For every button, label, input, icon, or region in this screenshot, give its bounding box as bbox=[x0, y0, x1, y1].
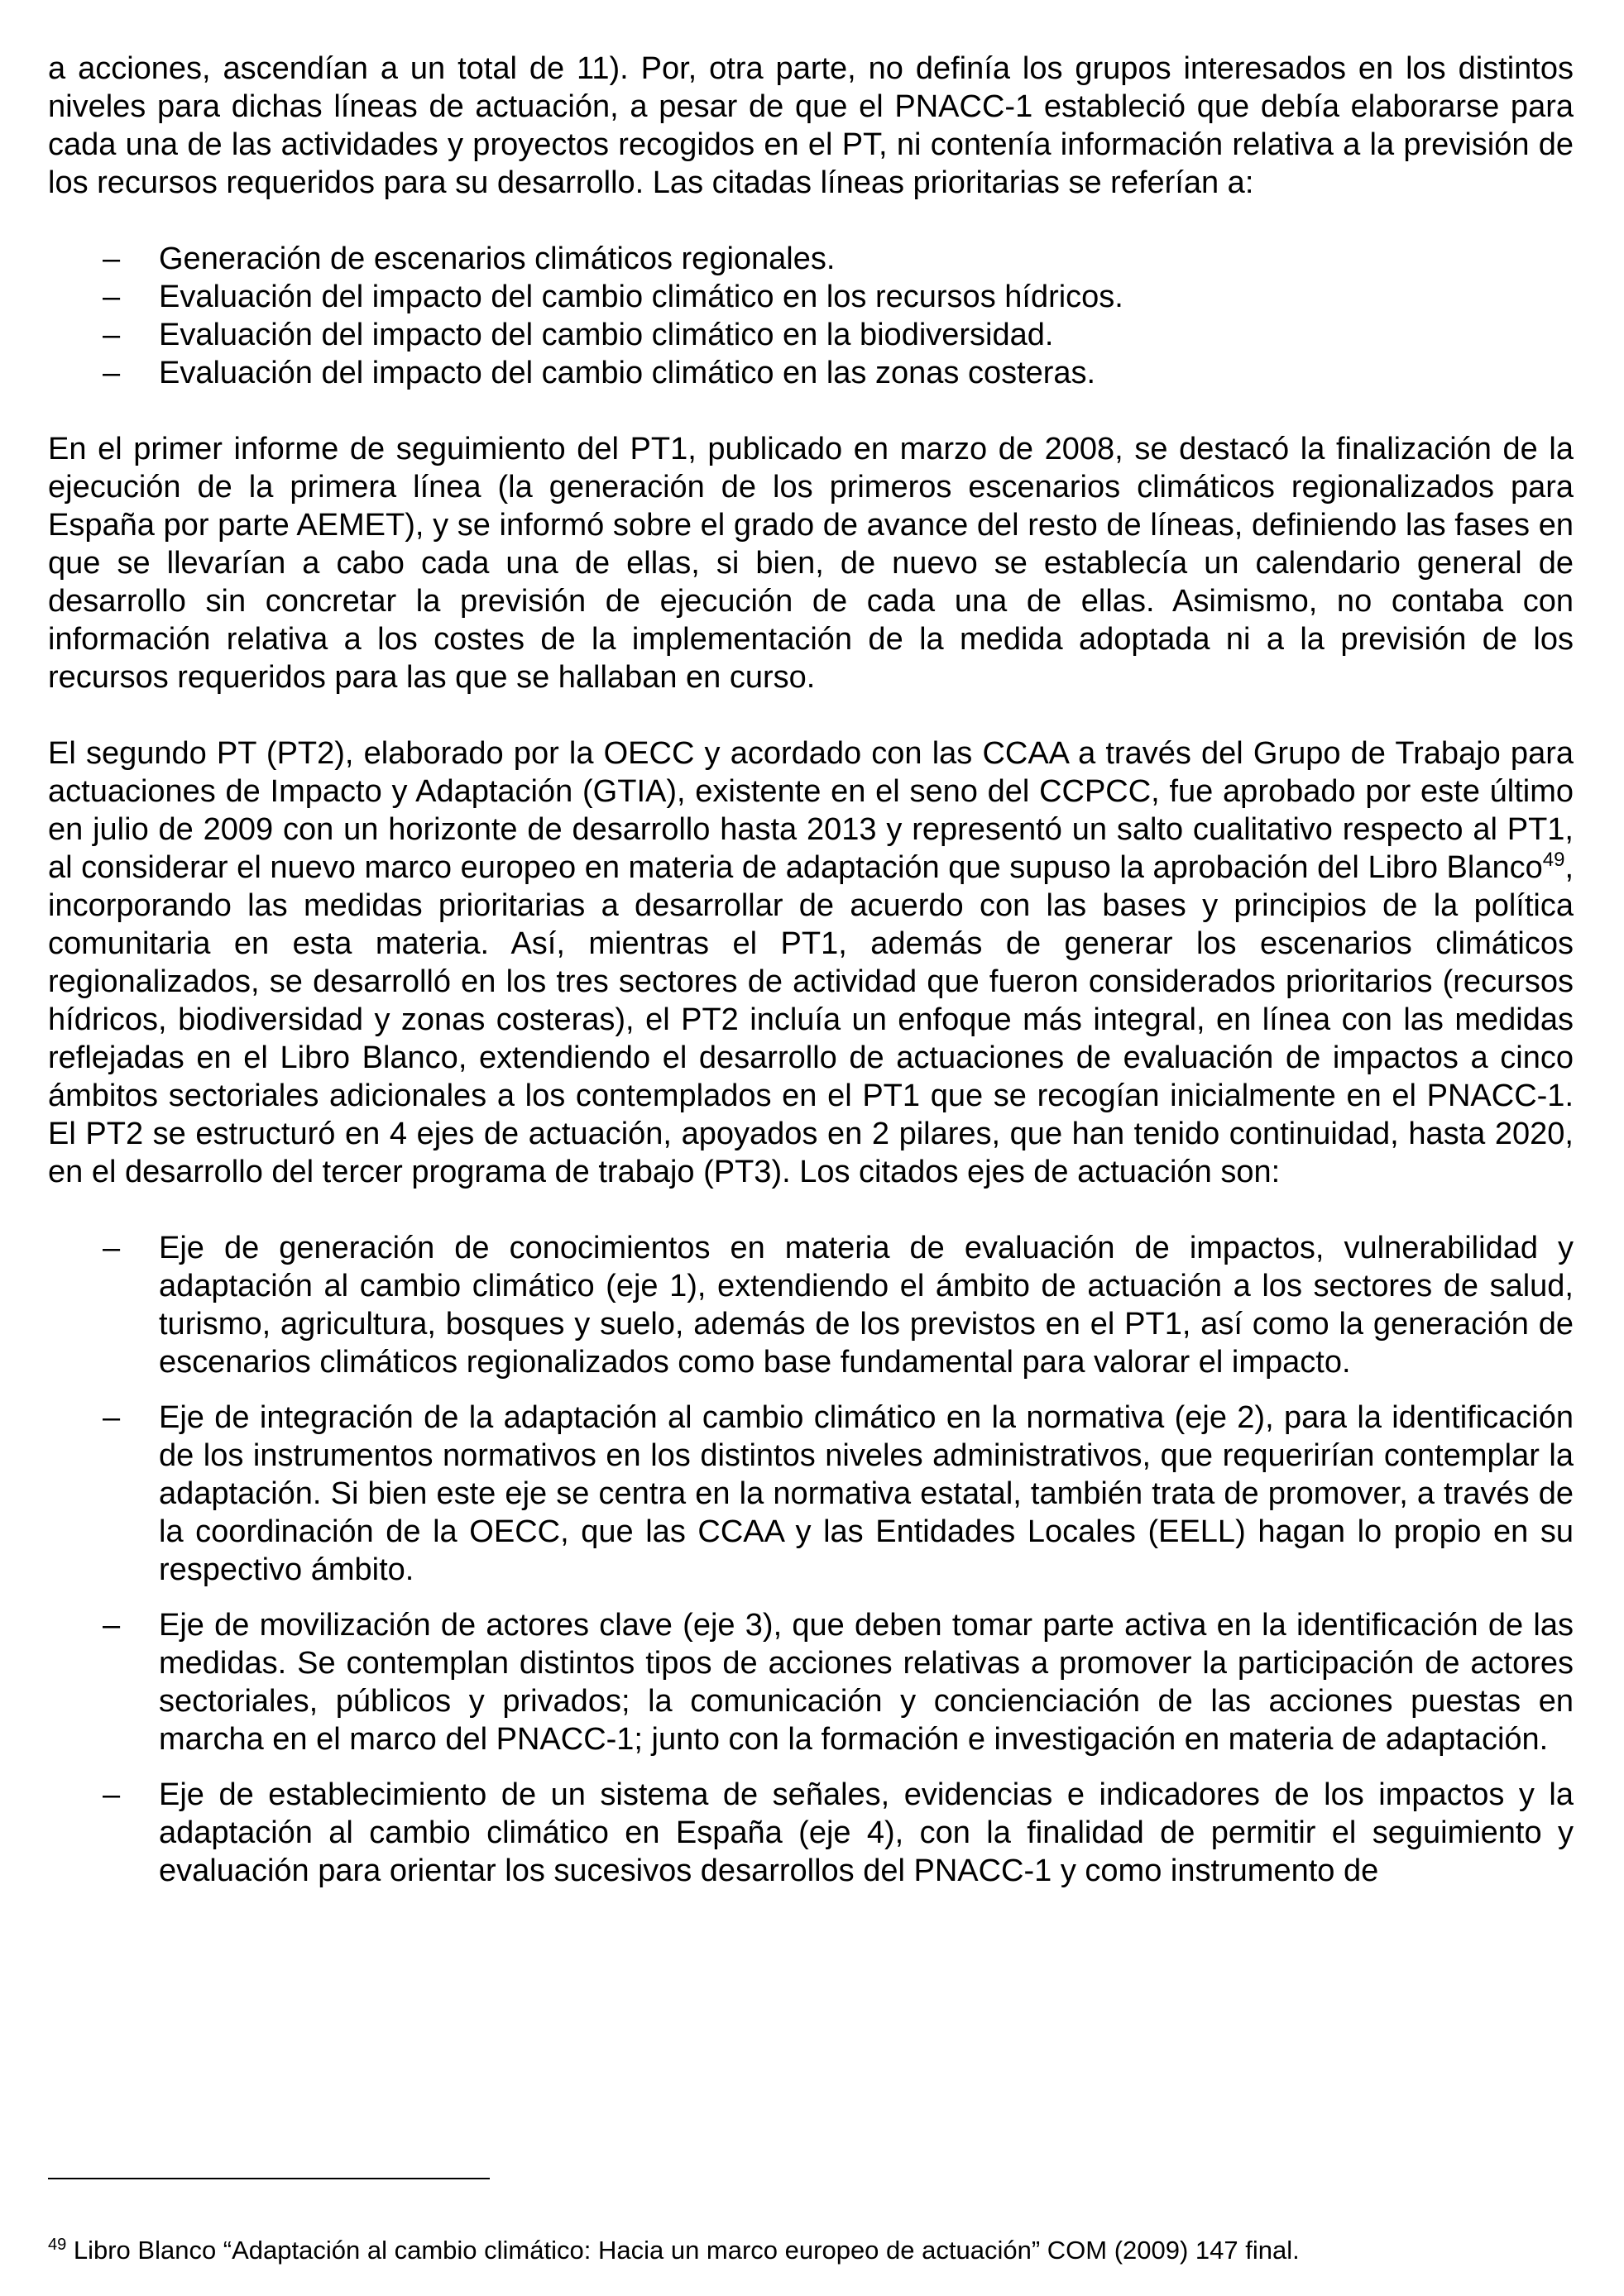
footnote-text: Libro Blanco “Adaptación al cambio climático: Hacia un marco europeo de actuación” COM (2009) 147 final. bbox=[66, 2236, 1300, 2265]
list-item bbox=[48, 240, 1574, 278]
list-item bbox=[48, 1229, 1574, 1381]
footnote-separator bbox=[48, 2178, 490, 2179]
list-item bbox=[48, 316, 1574, 354]
dash-bullet-icon: – bbox=[103, 318, 121, 352]
paragraph-priority-lines-intro: a acciones, ascendían a un total de 11). Por, otra parte, no definía los grupos interesados en los distintos niveles para dichas líneas de actuación, a pesar de que el PNACC-1 estableció que debía elaborarse para cada una de las actividades y proyectos recogidos en el PT, ni contenía información relativa a la previsión de los recursos requeridos para su desarrollo. Las citadas líneas prioritarias se referían a: bbox=[48, 51, 1574, 200]
list-item-text: Eje de establecimiento de un sistema de señales, evidencias e indicadores de los impactos y la adaptación al cambio climático en España (eje 4), con la finalidad de permitir el seguimiento y evaluación para orientar los sucesivos desarrollos del PNACC-1 y como instrumento de bbox=[159, 1777, 1574, 1888]
dash-bullet-icon: – bbox=[103, 242, 121, 276]
footnote-number: 49 bbox=[48, 2236, 67, 2254]
list-item bbox=[48, 278, 1574, 316]
list-item-text: Eje de integración de la adaptación al cambio climático en la normativa (eje 2), para la identificación de los instrumentos normativos en los distintos niveles administrativos, que requerirían contemplar la adaptación. Si bien este eje se centra en la normativa estatal, también trata de promover, a través de la coordinación de la OECC, que las CCAA y las Entidades Locales (EELL) hagan lo propio en su respectivo ámbito. bbox=[159, 1400, 1574, 1587]
priority-lines-list bbox=[48, 240, 1574, 392]
paragraph-first-report: En el primer informe de seguimiento del PT1, publicado en marzo de 2008, se destacó la finalización de la ejecución de la primera línea (la generación de los primeros escenarios climáticos regionalizados para España por parte AEMET), y se informó sobre el grado de avance del resto de líneas, definiendo las fases en que se llevarían a cabo cada una de ellas, si bien, de nuevo se establecía un calendario general de desarrollo sin concretar la previsión de ejecución de cada una de ellas. Asimismo, no contaba con información relativa a los costes de la implementación de la medida adoptada ni a la previsión de los recursos requeridos para las que se hallaban en curso. bbox=[48, 432, 1574, 695]
list-item-text: Evaluación del impacto del cambio climático en los recursos hídricos. bbox=[159, 280, 1123, 314]
paragraph-text: El segundo PT (PT2), elaborado por la OECC y acordado con las CCAA a través del Grupo de Trabajo para actuaciones de Impacto y Adaptación (GTIA), existente en el seno del CCPCC, fue aprobado por este último en julio de 2009 con un horizonte de desarrollo hasta 2013 y representó un salto cualitativo respecto al PT1, al considerar el nuevo marco europeo en materia de adaptación que supuso la aprobación del Libro Blanco bbox=[48, 736, 1574, 885]
list-item-text: Evaluación del impacto del cambio climático en las zonas costeras. bbox=[159, 356, 1096, 390]
page-body bbox=[48, 50, 1574, 1890]
dash-bullet-icon: – bbox=[103, 356, 121, 390]
dash-bullet-icon: – bbox=[103, 1231, 121, 1265]
dash-bullet-icon: – bbox=[103, 1608, 121, 1643]
dash-bullet-icon: – bbox=[103, 1400, 121, 1435]
list-item bbox=[48, 1399, 1574, 1589]
list-item bbox=[48, 1606, 1574, 1758]
footnote-reference-49[interactable]: 49 bbox=[1542, 849, 1565, 871]
dash-bullet-icon: – bbox=[103, 1777, 121, 1812]
action-axes-list bbox=[48, 1229, 1574, 1890]
list-item-text: Eje de generación de conocimientos en materia de evaluación de impactos, vulnerabilidad y adaptación al cambio climático (eje 1), extendiendo el ámbito de actuación a los sectores de salud, turismo, agricultura, bosques y suelo, además de los previstos en el PT1, así como la generación de escenarios climáticos regionalizados como base fundamental para valorar el impacto. bbox=[159, 1231, 1574, 1380]
dash-bullet-icon: – bbox=[103, 280, 121, 314]
list-item-text: Evaluación del impacto del cambio climático en la biodiversidad. bbox=[159, 318, 1054, 352]
list-item-text: Eje de movilización de actores clave (eje 3), que deben tomar parte activa en la identificación de las medidas. Se contemplan distintos tipos de acciones relativas a promover la participación de actores sectoriales, públicos y privados; la comunicación y concienciación de las acciones puestas en marcha en el marco del PNACC-1; junto con la formación e investigación en materia de adaptación. bbox=[159, 1608, 1574, 1757]
list-item-text: Generación de escenarios climáticos regionales. bbox=[159, 242, 836, 276]
paragraph-second-work-program bbox=[48, 734, 1574, 1191]
list-item bbox=[48, 354, 1574, 392]
footnote bbox=[48, 2235, 1574, 2266]
paragraph-text: , incorporando las medidas prioritarias a desarrollar de acuerdo con las bases y principios de la política comunitaria en esta materia. Así, mientras el PT1, además de generar los escenarios climáticos regionalizados, se desarrolló en los tres sectores de actividad que fueron considerados prioritarios (recursos hídricos, biodiversidad y zonas costeras), el PT2 incluía un enfoque más integral, en línea con las medidas reflejadas en el Libro Blanco, extendiendo el desarrollo de actuaciones de evaluación de impactos a cinco ámbitos sectoriales adicionales a los contemplados en el PT1 que se recogían inicialmente en el PNACC-1. El PT2 se estructuró en 4 ejes de actuación, apoyados en 2 pilares, que han tenido continuidad, hasta 2020, en el desarrollo del tercer programa de trabajo (PT3). Los citados ejes de actuación son: bbox=[48, 850, 1574, 1189]
list-item bbox=[48, 1776, 1574, 1890]
